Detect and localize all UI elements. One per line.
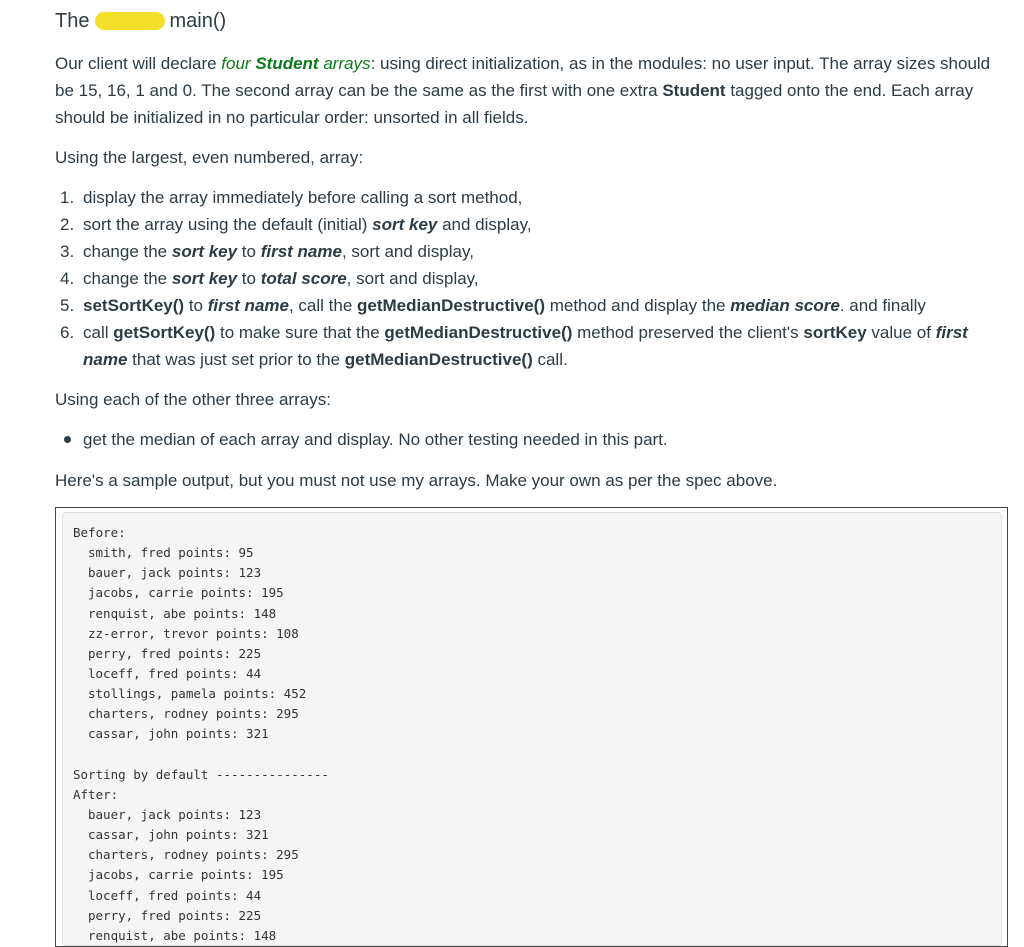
code-line: loceff, fred points: 44 <box>88 665 262 681</box>
step-method: setSortKey() <box>83 296 185 315</box>
step-text: to make sure that the <box>215 323 385 342</box>
step-text: call <box>83 323 114 342</box>
step-number: 5. <box>60 296 75 315</box>
step-text: method and display the <box>545 296 731 315</box>
step-text: display the array immediately before calling a sort method, <box>83 188 523 207</box>
step-method: getMedianDestructive() <box>384 323 573 342</box>
intro-student-italic: Student <box>255 54 319 73</box>
step-text: , call the <box>288 296 358 315</box>
step-text: to <box>237 242 261 261</box>
step-item <box>55 319 1005 373</box>
code-line: renquist, abe points: 148 <box>88 927 277 943</box>
code-line: loceff, fred points: 44 <box>88 887 262 903</box>
code-block <box>62 512 1002 946</box>
step-text: . and finally <box>839 296 926 315</box>
bullet-text: get the median of each array and display. No other testing needed in this part. <box>83 430 668 449</box>
intro-arrays: arrays <box>323 54 371 73</box>
step-emphasis: first name <box>207 296 289 315</box>
step-item <box>55 292 1005 319</box>
section-heading <box>55 8 226 34</box>
code-line: perry, fred points: 225 <box>88 907 262 923</box>
code-line: Before: <box>73 525 126 540</box>
code-line: perry, fred points: 225 <box>88 645 262 661</box>
code-line: cassar, john points: 321 <box>88 827 269 843</box>
step-method: getSortKey() <box>113 323 216 342</box>
step-emphasis: sort key <box>171 269 238 288</box>
code-line: jacobs, carrie points: 195 <box>88 867 284 883</box>
heading-prefix: The <box>55 9 90 32</box>
code-line: bauer, jack points: 123 <box>88 565 262 581</box>
step-text: and display, <box>437 215 532 234</box>
step-text: to <box>237 269 261 288</box>
step-emphasis: first name <box>260 242 342 261</box>
step-emphasis: first name <box>83 323 968 369</box>
step-number: 1. <box>60 188 75 207</box>
step-text: value of <box>866 323 936 342</box>
step-number: 2. <box>60 215 75 234</box>
intro-paragraph <box>55 50 1005 131</box>
bullet-list <box>55 426 1005 453</box>
step-item <box>55 211 1005 238</box>
bullet-item <box>55 426 1005 453</box>
step-text: call. <box>532 350 568 369</box>
sample-output-box <box>55 507 1008 947</box>
step-emphasis: sort key <box>171 242 238 261</box>
step-text: that was just set prior to the <box>127 350 345 369</box>
intro-text-1: Our client will declare <box>55 54 222 73</box>
step-emphasis: total score <box>260 269 347 288</box>
code-line: Sorting by default --------------- <box>73 766 329 782</box>
code-line: zz-error, trevor points: 108 <box>88 625 299 641</box>
step-number: 3. <box>60 242 75 261</box>
redacted-name <box>95 12 165 30</box>
code-line: renquist, abe points: 148 <box>88 605 277 621</box>
step-text: , sort and display, <box>341 242 474 261</box>
sample-intro-text: Here's a sample output, but you must not use my arrays. Make your own as per the spec above. <box>55 471 778 490</box>
step-text: , sort and display, <box>346 269 479 288</box>
code-line: jacobs, carrie points: 195 <box>88 585 284 601</box>
code-line: cassar, john points: 321 <box>88 726 269 742</box>
bullet-dot <box>64 436 71 443</box>
step-text: to <box>184 296 208 315</box>
code-line: smith, fred points: 95 <box>88 545 254 561</box>
intro-four: four <box>221 54 251 73</box>
using-largest-text: Using the largest, even numbered, array: <box>55 148 364 167</box>
code-line <box>73 745 329 765</box>
step-item <box>55 184 1005 211</box>
step-item <box>55 265 1005 292</box>
intro-student-bold: Student <box>662 81 726 100</box>
using-other-text: Using each of the other three arrays: <box>55 390 331 409</box>
step-text: sort the array using the default (initial) <box>83 215 373 234</box>
step-method: sortKey <box>803 323 867 342</box>
steps-list <box>55 184 1005 373</box>
code-line: stollings, pamela points: 452 <box>88 686 307 702</box>
step-emphasis: sort key <box>372 215 438 234</box>
code-line: charters, rodney points: 295 <box>88 847 299 863</box>
step-number: 4. <box>60 269 75 288</box>
code-line: After: <box>73 786 119 802</box>
step-text: change the <box>83 242 172 261</box>
code-line: bauer, jack points: 123 <box>88 806 262 822</box>
intro-text-3: tagged onto the end. Each array should be initialized in no particular order: unsorted in all fields. <box>55 81 974 127</box>
step-item <box>55 238 1005 265</box>
step-number: 6. <box>60 323 75 342</box>
step-method: getMedianDestructive() <box>344 350 533 369</box>
heading-suffix: main() <box>169 9 227 32</box>
code-content <box>73 523 329 946</box>
intro-text-2: : using direct initialization, as in the modules: no user input. The array sizes should be 15, 16, 1 and 0. The second array can be the same as the first with one extra <box>55 54 991 100</box>
step-method: getMedianDestructive() <box>357 296 545 315</box>
step-text: method preserved the client's <box>572 323 804 342</box>
code-line: charters, rodney points: 295 <box>88 706 299 722</box>
step-text: change the <box>83 269 172 288</box>
step-emphasis: median score <box>730 296 840 315</box>
